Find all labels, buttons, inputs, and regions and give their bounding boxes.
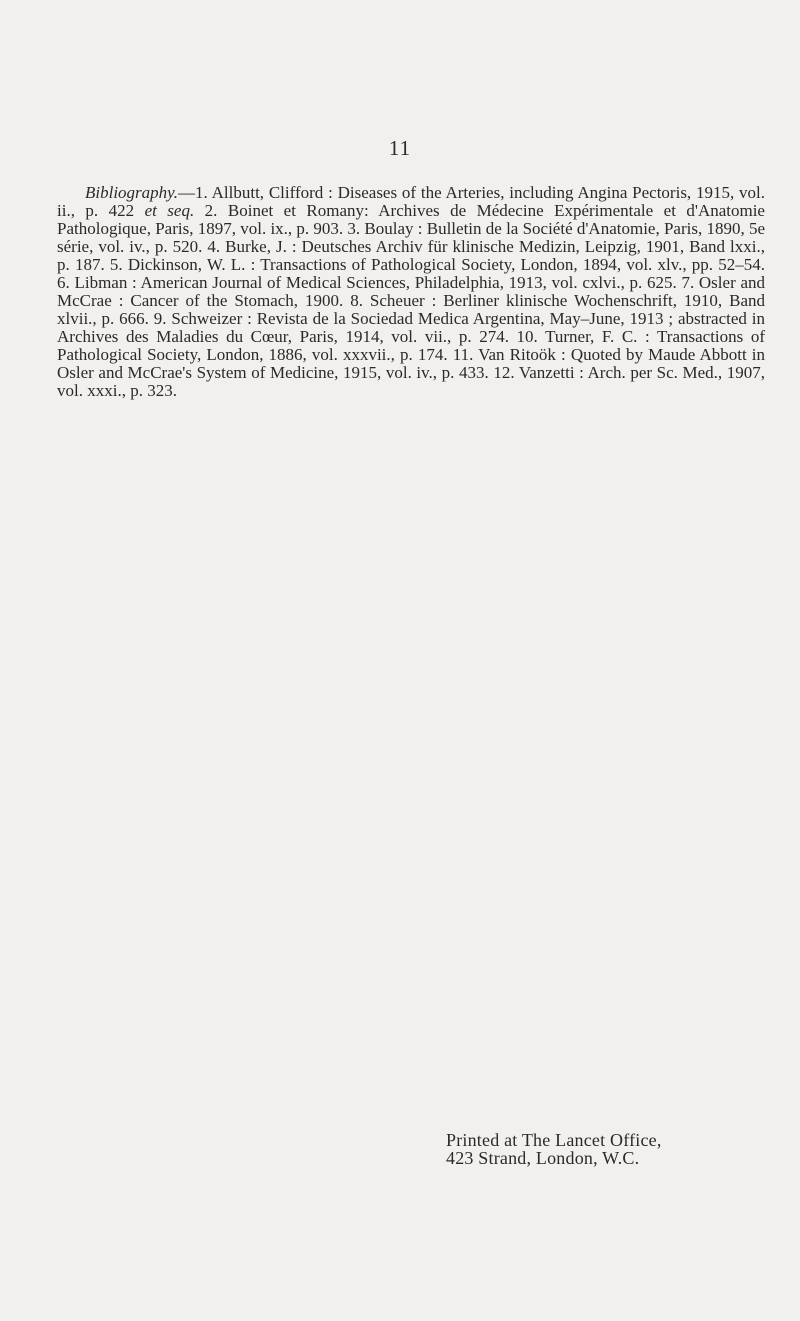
printer-imprint: [446, 1131, 746, 1167]
bibliography-text-1: —1. Allbutt, Clifford : Diseases of the Arteries, including Angina Pectoris, 1915, vol. ii., p. 422: [57, 183, 765, 220]
et-seq: et seq.: [144, 201, 195, 220]
bibliography-heading: Bibliography.: [85, 183, 179, 202]
imprint-line-1: Printed at The Lancet Office,: [446, 1130, 662, 1150]
bibliography-paragraph: [57, 184, 765, 400]
page-number: 11: [388, 136, 412, 160]
bibliography-text-2: 2. Boinet et Romany: Archives de Médecine Expérimentale et d'Anatomie Pathologique, Paris, 1897, vol. ix., p. 903. 3. Boulay : Bulletin de la Société d'Anatomie, Paris, 1890, 5e série, vol. iv., p. 520. 4. Burke, J. : Deutsches Archiv für klinische Medizin, Leipzig, 1901, Band lxxi., p. 187. 5. Dickinson, W. L. : Transactions of Pathological Society, London, 1894, vol. xlv., pp. 52–54. 6. Libman : American Journal of Medical Sciences, Philadelphia, 1913, vol. cxlvi., p. 625. 7. Osler and McCrae : Cancer of the Stomach, 1900. 8. Scheuer : Berliner klinische Wochenschrift, 1910, Band xlvii., p. 666. 9. Schweizer : Revista de la Sociedad Medica Argentina, May–June, 1913 ; abstracted in Archives des Maladies du Cœur, Paris, 1914, vol. vii., p. 274. 10. Turner, F. C. : Transactions of Pathological Society, London, 1886, vol. xxxvii., p. 174. 11. Van Ritoök : Quoted by Maude Abbott in Osler and McCrae's System of Medicine, 1915, vol. iv., p. 433. 12. Vanzetti : Arch. per Sc. Med., 1907, vol. xxxi., p. 323.: [57, 201, 766, 400]
imprint-line-2: 423 Strand, London, W.C.: [446, 1148, 640, 1168]
